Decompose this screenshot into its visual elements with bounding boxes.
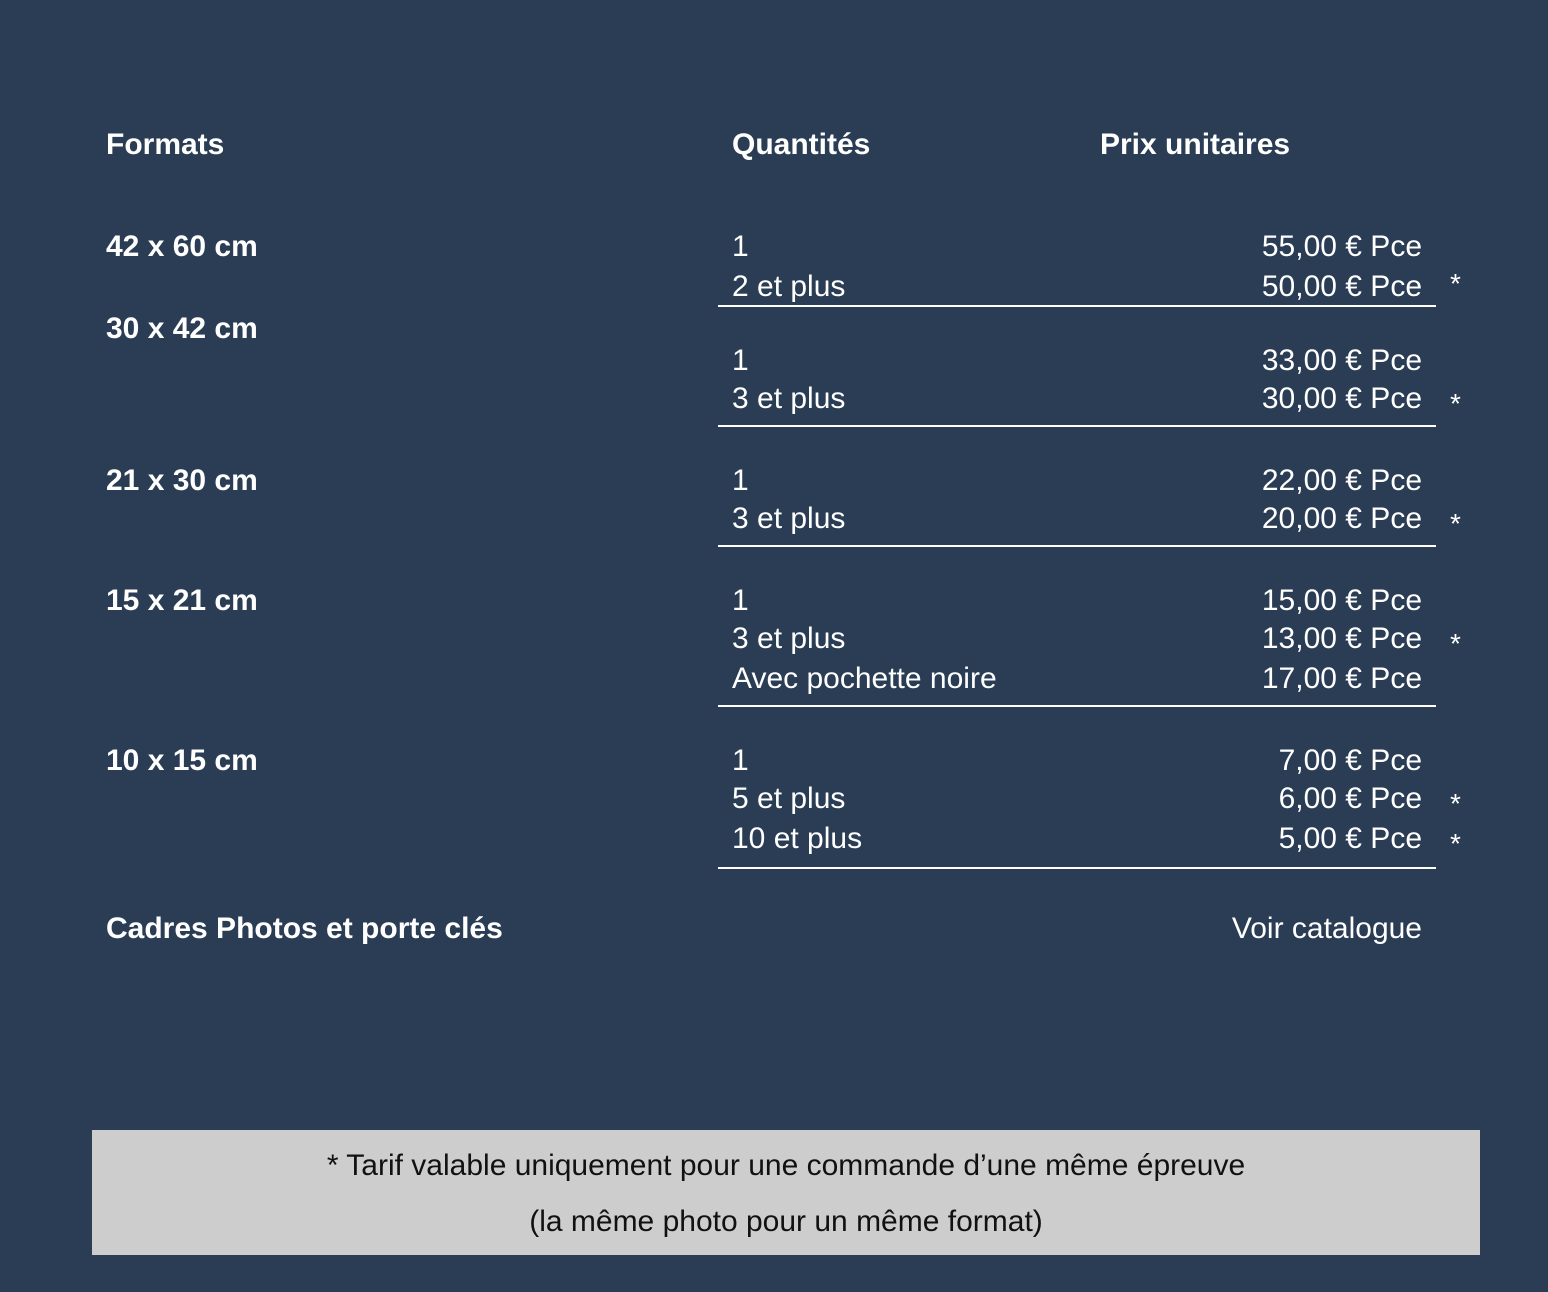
quantity-cell: 1 xyxy=(732,744,749,777)
footnote-line-2: (la même photo pour un même format) xyxy=(529,1205,1043,1238)
asterisk-note-marker: * xyxy=(1450,268,1461,299)
price-cell: 13,00 € Pce xyxy=(1261,622,1422,655)
quantity-cell: 2 et plus xyxy=(732,270,846,303)
price-cell: 33,00 € Pce xyxy=(1261,344,1422,377)
header-formats: Formats xyxy=(106,128,225,161)
asterisk-note-marker: * xyxy=(1450,828,1461,859)
format-label-15x21: 15 x 21 cm xyxy=(106,584,258,617)
price-cell: 55,00 € Pce xyxy=(1261,230,1422,263)
quantity-cell: 3 et plus xyxy=(732,622,846,655)
price-cell: 5,00 € Pce xyxy=(1278,822,1422,855)
row-divider xyxy=(718,705,1436,707)
footnote-box xyxy=(92,1130,1480,1255)
asterisk-note-marker: * xyxy=(1450,508,1461,539)
price-cell: 15,00 € Pce xyxy=(1261,584,1422,617)
row-divider xyxy=(718,545,1436,547)
quantity-cell: 3 et plus xyxy=(732,382,846,415)
format-label-30x42: 30 x 42 cm xyxy=(106,312,258,345)
format-label-10x15: 10 x 15 cm xyxy=(106,744,258,777)
price-cell: 7,00 € Pce xyxy=(1278,744,1422,777)
quantity-cell: Avec pochette noire xyxy=(732,662,997,695)
row-divider xyxy=(718,425,1436,427)
row-divider xyxy=(718,867,1436,869)
quantity-cell: 3 et plus xyxy=(732,502,846,535)
asterisk-note-marker: * xyxy=(1450,628,1461,659)
price-cell: 6,00 € Pce xyxy=(1278,782,1422,815)
price-cell: 20,00 € Pce xyxy=(1261,502,1422,535)
frames-keyrings-label: Cadres Photos et porte clés xyxy=(106,912,503,945)
quantity-cell: 1 xyxy=(732,344,749,377)
row-divider xyxy=(718,305,1436,307)
format-label-42x60: 42 x 60 cm xyxy=(106,230,258,263)
footnote-line-1: * Tarif valable uniquement pour une commande d’une même épreuve xyxy=(326,1149,1246,1182)
price-cell: 50,00 € Pce xyxy=(1261,270,1422,303)
quantity-cell: 10 et plus xyxy=(732,822,863,855)
quantity-cell: 1 xyxy=(732,584,749,617)
quantity-cell: 1 xyxy=(732,230,749,263)
format-label-21x30: 21 x 30 cm xyxy=(106,464,258,497)
price-cell: 30,00 € Pce xyxy=(1261,382,1422,415)
quantity-cell: 5 et plus xyxy=(732,782,846,815)
price-cell: 17,00 € Pce xyxy=(1261,662,1422,695)
asterisk-note-marker: * xyxy=(1450,788,1461,819)
header-unit-prices: Prix unitaires xyxy=(1100,128,1291,161)
asterisk-note-marker: * xyxy=(1450,388,1461,419)
price-cell: 22,00 € Pce xyxy=(1261,464,1422,497)
header-quantities: Quantités xyxy=(732,128,871,161)
quantity-cell: 1 xyxy=(732,464,749,497)
catalogue-link[interactable]: Voir catalogue xyxy=(1231,912,1422,945)
